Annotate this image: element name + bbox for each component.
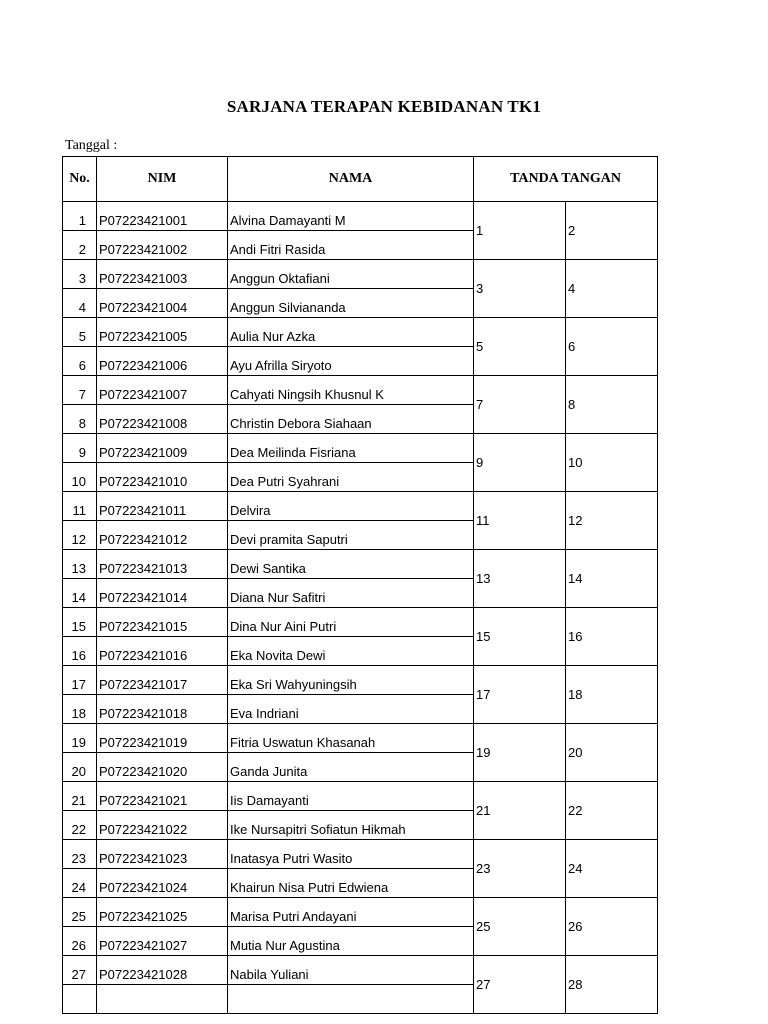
signature-slot-odd: 17 [474, 666, 566, 724]
student-nim: P07223421009 [97, 434, 228, 463]
row-number: 20 [63, 753, 97, 782]
student-name: Christin Debora Siahaan [228, 405, 474, 434]
signature-slot-even: 16 [566, 608, 658, 666]
signature-slot-odd: 11 [474, 492, 566, 550]
signature-slot-odd: 27 [474, 956, 566, 1014]
signature-slot-even: 10 [566, 434, 658, 492]
header-tanda-tangan: TANDA TANGAN [474, 157, 658, 202]
row-number: 24 [63, 869, 97, 898]
student-name: Alvina Damayanti M [228, 202, 474, 231]
row-number: 18 [63, 695, 97, 724]
row-number: 6 [63, 347, 97, 376]
signature-slot-odd: 23 [474, 840, 566, 898]
student-name: Ganda Junita [228, 753, 474, 782]
student-name: Mutia Nur Agustina [228, 927, 474, 956]
signature-slot-even: 8 [566, 376, 658, 434]
student-name: Dina Nur Aini Putri [228, 608, 474, 637]
signature-slot-odd: 3 [474, 260, 566, 318]
student-name: Nabila Yuliani [228, 956, 474, 985]
student-nim: P07223421008 [97, 405, 228, 434]
row-number: 8 [63, 405, 97, 434]
student-name: Eka Novita Dewi [228, 637, 474, 666]
table-row [63, 434, 658, 463]
row-number: 3 [63, 260, 97, 289]
table-row [63, 608, 658, 637]
row-number: 19 [63, 724, 97, 753]
student-nim: P07223421019 [97, 724, 228, 753]
table-row [63, 550, 658, 579]
row-number: 26 [63, 927, 97, 956]
attendance-table [62, 156, 658, 1014]
table-row [63, 260, 658, 289]
table-row [63, 782, 658, 811]
row-number: 5 [63, 318, 97, 347]
signature-slot-even: 24 [566, 840, 658, 898]
row-number: 12 [63, 521, 97, 550]
student-name: Aulia Nur Azka [228, 318, 474, 347]
student-name: Andi Fitri Rasida [228, 231, 474, 260]
row-number: 10 [63, 463, 97, 492]
signature-slot-odd: 19 [474, 724, 566, 782]
student-nim [97, 985, 228, 1014]
table-row [63, 376, 658, 405]
signature-slot-even: 18 [566, 666, 658, 724]
signature-slot-even: 20 [566, 724, 658, 782]
student-nim: P07223421004 [97, 289, 228, 318]
signature-slot-even: 4 [566, 260, 658, 318]
student-nim: P07223421018 [97, 695, 228, 724]
signature-slot-odd: 9 [474, 434, 566, 492]
row-number: 11 [63, 492, 97, 521]
row-number: 7 [63, 376, 97, 405]
student-nim: P07223421017 [97, 666, 228, 695]
signature-slot-odd: 5 [474, 318, 566, 376]
row-number: 17 [63, 666, 97, 695]
table-row [63, 202, 658, 231]
student-nim: P07223421001 [97, 202, 228, 231]
row-number: 9 [63, 434, 97, 463]
signature-slot-even: 26 [566, 898, 658, 956]
table-row [63, 318, 658, 347]
student-name: Ayu Afrilla Siryoto [228, 347, 474, 376]
table-row [63, 724, 658, 753]
student-name: Cahyati Ningsih Khusnul K [228, 376, 474, 405]
signature-slot-odd: 15 [474, 608, 566, 666]
tanggal-label: Tanggal : [65, 138, 118, 153]
student-name: Dea Putri Syahrani [228, 463, 474, 492]
student-name: Iis Damayanti [228, 782, 474, 811]
header-nim: NIM [97, 157, 228, 202]
student-nim: P07223421005 [97, 318, 228, 347]
student-name: Delvira [228, 492, 474, 521]
table-row [63, 666, 658, 695]
row-number: 1 [63, 202, 97, 231]
student-name: Fitria Uswatun Khasanah [228, 724, 474, 753]
header-no: No. [63, 157, 97, 202]
table-header-row [63, 157, 658, 202]
student-nim: P07223421025 [97, 898, 228, 927]
signature-slot-even: 12 [566, 492, 658, 550]
student-name: Inatasya Putri Wasito [228, 840, 474, 869]
student-nim: P07223421006 [97, 347, 228, 376]
table-body [63, 202, 658, 1014]
student-nim: P07223421022 [97, 811, 228, 840]
student-name [228, 985, 474, 1014]
row-number: 25 [63, 898, 97, 927]
student-name: Marisa Putri Andayani [228, 898, 474, 927]
student-nim: P07223421020 [97, 753, 228, 782]
header-nama: NAMA [228, 157, 474, 202]
student-nim: P07223421015 [97, 608, 228, 637]
student-name: Anggun Oktafiani [228, 260, 474, 289]
student-nim: P07223421011 [97, 492, 228, 521]
signature-slot-even: 28 [566, 956, 658, 1014]
row-number: 21 [63, 782, 97, 811]
student-nim: P07223421013 [97, 550, 228, 579]
student-name: Eka Sri Wahyuningsih [228, 666, 474, 695]
student-name: Khairun Nisa Putri Edwiena [228, 869, 474, 898]
student-nim: P07223421023 [97, 840, 228, 869]
signature-slot-odd: 21 [474, 782, 566, 840]
student-name: Anggun Silviananda [228, 289, 474, 318]
row-number: 23 [63, 840, 97, 869]
row-number: 15 [63, 608, 97, 637]
student-name: Dewi Santika [228, 550, 474, 579]
row-number: 16 [63, 637, 97, 666]
signature-slot-even: 14 [566, 550, 658, 608]
row-number: 13 [63, 550, 97, 579]
table-row [63, 956, 658, 985]
table-row [63, 492, 658, 521]
student-name: Ike Nursapitri Sofiatun Hikmah [228, 811, 474, 840]
row-number [63, 985, 97, 1014]
table-row [63, 840, 658, 869]
student-nim: P07223421021 [97, 782, 228, 811]
row-number: 2 [63, 231, 97, 260]
student-name: Diana Nur Safitri [228, 579, 474, 608]
signature-slot-even: 22 [566, 782, 658, 840]
student-nim: P07223421014 [97, 579, 228, 608]
student-name: Eva Indriani [228, 695, 474, 724]
attendance-table-container [62, 156, 658, 992]
row-number: 4 [63, 289, 97, 318]
row-number: 27 [63, 956, 97, 985]
student-nim: P07223421007 [97, 376, 228, 405]
student-nim: P07223421028 [97, 956, 228, 985]
table-row [63, 898, 658, 927]
student-nim: P07223421027 [97, 927, 228, 956]
signature-slot-odd: 25 [474, 898, 566, 956]
signature-slot-odd: 1 [474, 202, 566, 260]
document-title: SARJANA TERAPAN KEBIDANAN TK1 [226, 97, 542, 116]
student-name: Devi pramita Saputri [228, 521, 474, 550]
signature-slot-odd: 13 [474, 550, 566, 608]
student-nim: P07223421016 [97, 637, 228, 666]
student-name: Dea Meilinda Fisriana [228, 434, 474, 463]
row-number: 22 [63, 811, 97, 840]
student-nim: P07223421003 [97, 260, 228, 289]
student-nim: P07223421010 [97, 463, 228, 492]
signature-slot-even: 6 [566, 318, 658, 376]
student-nim: P07223421024 [97, 869, 228, 898]
signature-slot-even: 2 [566, 202, 658, 260]
row-number: 14 [63, 579, 97, 608]
signature-slot-odd: 7 [474, 376, 566, 434]
student-nim: P07223421012 [97, 521, 228, 550]
student-nim: P07223421002 [97, 231, 228, 260]
